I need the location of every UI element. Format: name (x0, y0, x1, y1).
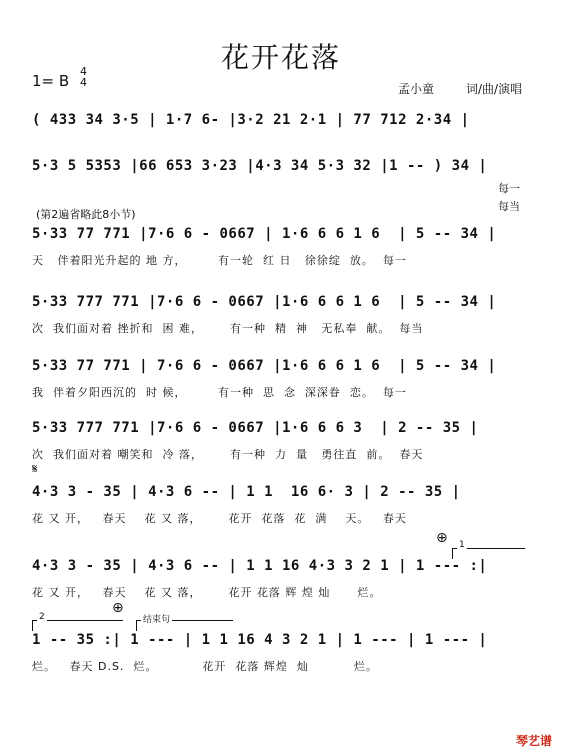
meter-bottom: 4 (80, 76, 87, 89)
time-signature (80, 66, 87, 88)
lyric-row-5: 花 又 开， 春天 花 又 落， 花开 花落 花 满 天。 春天 (32, 512, 407, 525)
coda-sign-2: ⊕ (112, 600, 124, 616)
score-row-4: 5·33 777 771 |7·6 6 - 0667 |1·6 6 6 1 6 | 5 -- 34 | (32, 294, 497, 310)
score-row-6: 5·33 777 771 |7·6 6 - 0667 |1·6 6 6 3 | 2 -- 35 | (32, 420, 479, 436)
lyric-row-7: 烂。 春天 D.S. 烂。 花开 花落 辉煌 灿 烂。 (32, 660, 378, 673)
segno-sign: 𝄋 (32, 462, 38, 477)
lyric-row-6: 花 又 开， 春天 花 又 落， 花开 花落 辉 煌 灿 烂。 (32, 586, 382, 599)
repeat-note: (第2遍省略此8小节) (36, 208, 136, 221)
score-row-3: 5·33 77 771 |7·6 6 - 0667 | 1·6 6 6 1 6 | 5 -- 34 | (32, 226, 497, 242)
side-lyric-2: 每当 (498, 200, 520, 213)
score-row-7: 4·3 3 - 35 | 4·3 6 -- | 1 1 16 6· 3 | 2 -- 35 | (32, 484, 461, 500)
coda-sign-1: ⊕ (436, 530, 448, 546)
ending-box-2 (32, 612, 123, 631)
author: 孟小童 (398, 82, 435, 96)
key-signature: 1= B (32, 72, 70, 90)
site-logo: 琴艺谱 (515, 734, 552, 748)
score-row-9: 1 -- 35 :| 1 --- | 1 1 16 4 3 2 1 | 1 --- | 1 --- | (32, 632, 488, 648)
meter-top: 4 (80, 65, 87, 78)
song-title: 花开花落 (220, 41, 341, 74)
credit: 词/曲/演唱 (466, 82, 523, 96)
ending-box-final (136, 615, 233, 631)
lyric-row-2: 次 我们面对着 挫折和 困 难， 有一种 精 神 无私奉 献。 每当 (32, 322, 424, 335)
lyric-row-4: 次 我们面对着 嘲笑和 冷 落， 有一种 力 量 勇往直 前。 春天 (32, 448, 424, 461)
score-row-2: 5·3 5 5353 |66 653 3·23 |4·3 34 5·3 32 |1 -- ) 34 | (32, 158, 488, 174)
ending-2-label: 2 (39, 612, 45, 622)
lyric-row-3: 我 伴着夕阳西沉的 时 候， 有一种 思 念 深深眷 恋。 每一 (32, 386, 407, 399)
ending-final-label: 结束句 (141, 612, 172, 625)
score-row-1: ( 433 34 3·5 | 1·7 6- |3·2 21 2·1 | 77 712 2·34 | (32, 112, 470, 128)
side-lyric-1: 每一 (498, 182, 520, 195)
ending-1-label: 1 (459, 540, 465, 550)
score-row-8: 4·3 3 - 35 | 4·3 6 -- | 1 1 16 4·3 3 2 1 | 1 --- :| (32, 558, 488, 574)
score-row-5: 5·33 77 771 | 7·6 6 - 0667 |1·6 6 6 1 6 | 5 -- 34 | (32, 358, 497, 374)
lyric-row-1: 天 伴着阳光升起的 地 方， 有一轮 红 日 徐徐绽 放。 每一 (32, 254, 407, 267)
